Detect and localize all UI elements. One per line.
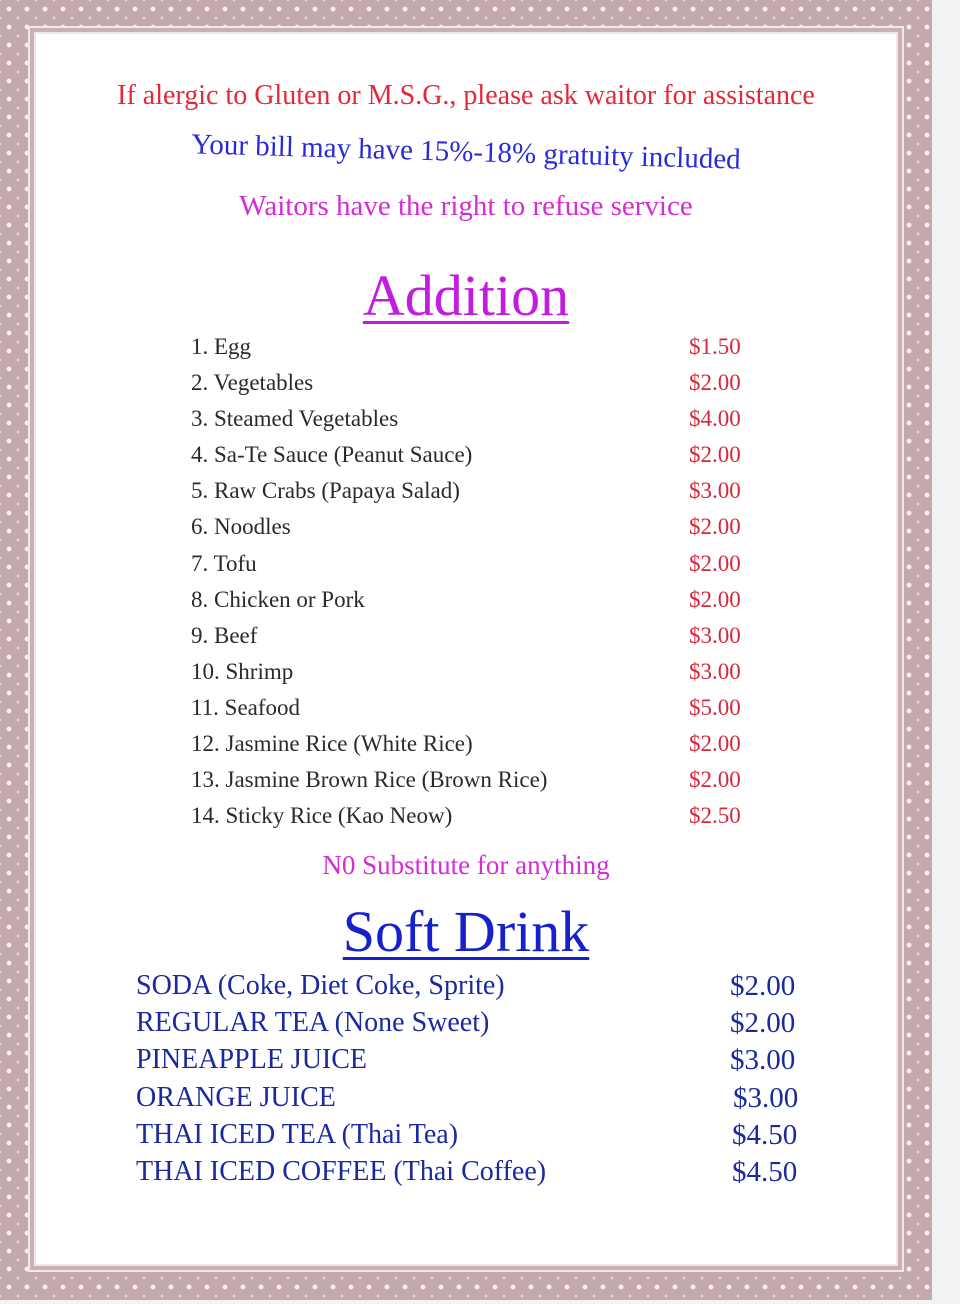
item-name: 9. Beef [191,622,258,648]
list-item [136,1119,816,1156]
item-price: $3.00 [689,622,741,648]
item-name: 12. Jasmine Rice (White Rice) [191,731,473,757]
drink-name: PINEAPPLE JUICE [136,1044,368,1076]
drink-name: THAI ICED TEA (Thai Tea) [136,1118,459,1150]
list-item [191,334,751,370]
item-price: $5.00 [689,694,741,720]
soft-drink-title: Soft Drink [342,899,590,964]
addition-title: Addition [362,263,570,328]
item-name: 10. Shrimp [191,658,294,684]
item-name: 11. Seafood [191,694,301,720]
list-item [191,695,751,731]
allergy-notice: If alergic to Gluten or M.S.G., please ask waitor for assistance [117,80,815,111]
drink-price: $4.50 [732,1155,798,1188]
drink-price: $2.00 [730,1007,796,1040]
item-name: 2. Vegetables [191,370,314,396]
item-price: $2.50 [689,803,741,829]
list-item [191,731,751,767]
list-item [191,370,751,406]
list-item [136,1007,816,1044]
item-price: $2.00 [689,731,741,757]
item-price: $2.00 [689,442,741,468]
item-price: $2.00 [689,370,741,396]
item-name: 8. Chicken or Pork [191,586,365,612]
item-name: 1. Egg [191,334,252,359]
gratuity-notice: Your bill may have 15%-18% gratuity included [190,128,742,176]
list-item [136,970,816,1007]
drink-name: REGULAR TEA (None Sweet) [136,1007,490,1039]
list-item [191,767,751,803]
item-price: $2.00 [689,767,741,793]
list-item [136,1082,816,1119]
list-item [191,514,751,550]
list-item [136,1156,816,1193]
list-item [191,406,751,442]
list-item [191,478,751,514]
service-notice: Waitors have the right to refuse service [239,190,693,222]
item-price: $4.00 [689,406,741,432]
list-item [191,623,751,659]
drink-price: $2.00 [730,970,796,1002]
item-name: 6. Noodles [191,514,291,540]
addition-list [191,334,751,839]
item-name: 3. Steamed Vegetables [191,406,399,432]
drink-name: SODA (Coke, Diet Coke, Sprite) [136,970,505,1001]
list-item [191,803,751,839]
item-name: 4. Sa-Te Sauce (Peanut Sauce) [191,442,473,468]
item-name: 5. Raw Crabs (Papaya Salad) [191,478,460,504]
list-item [191,659,751,695]
list-item [191,551,751,587]
item-price: $1.50 [689,334,741,359]
drink-price: $3.00 [730,1044,796,1077]
item-price: $3.00 [689,658,741,684]
list-item [136,1044,816,1081]
drink-name: THAI ICED COFFEE (Thai Coffee) [136,1155,547,1187]
page-edge [932,0,960,1304]
item-price: $2.00 [689,586,741,612]
drink-price: $3.00 [733,1081,799,1114]
item-name: 13. Jasmine Brown Rice (Brown Rice) [191,767,548,793]
soft-drink-list [136,970,816,1193]
list-item [191,587,751,623]
item-name: 14. Sticky Rice (Kao Neow) [191,803,453,829]
drink-name: ORANGE JUICE [136,1081,336,1113]
item-price: $2.00 [689,514,741,540]
drink-price: $4.50 [732,1118,798,1151]
item-price: $3.00 [689,478,741,504]
item-name: 7. Tofu [191,550,257,576]
substitution-note: N0 Substitute for anything [322,850,610,880]
list-item [191,442,751,478]
item-price: $2.00 [689,550,741,576]
